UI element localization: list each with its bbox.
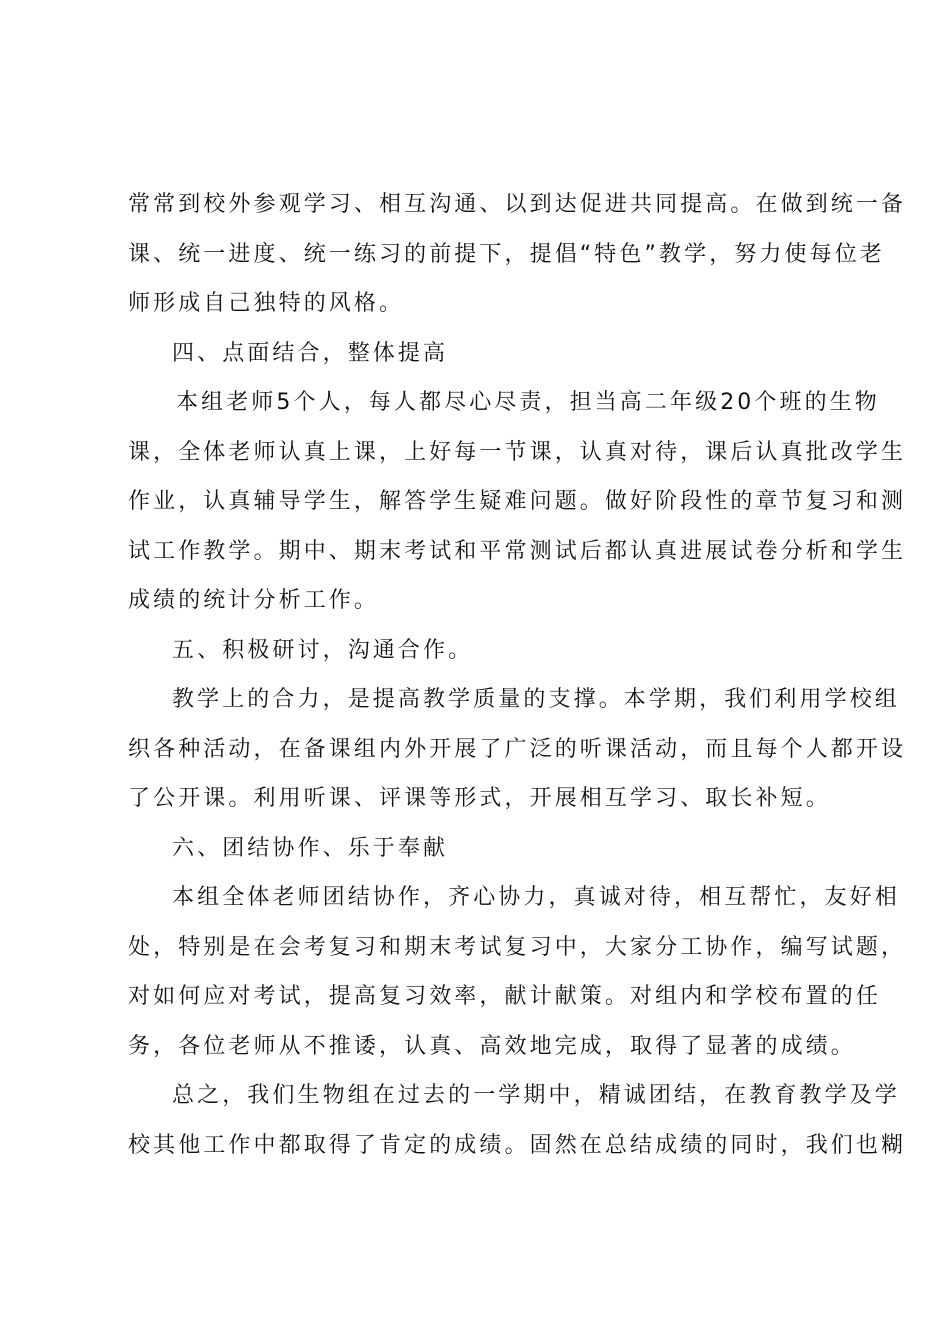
paragraph-line: 本组老师5个人，每人都尽心尽责，担当高二年级20个班的生物: [176, 390, 880, 415]
paragraph-line: 课，全体老师认真上课，上好每一节课，认真对待，课后认真批改学生: [128, 439, 907, 465]
paragraph-line: 了公开课。利用听课、评课等形式，开展相互学习、取长补短。: [128, 786, 831, 811]
paragraph-line: 作业，认真辅导学生，解答学生疑难问题。做好阶段性的章节复习和测: [128, 489, 907, 514]
paragraph-line: 校其他工作中都取得了肯定的成绩。固然在总结成绩的同时，我们也糊: [128, 1132, 907, 1158]
paragraph-line: 常常到校外参观学习、相互沟通、以到达促进共同提高。在做到统一备: [128, 192, 907, 217]
paragraph-line: 处，特别是在会考复习和期末考试复习中，大家分工协作，编写试题，: [128, 934, 907, 960]
paragraph-line: 对如何应对考试，提高复习效率，献计献策。对组内和学校布置的任: [128, 984, 882, 1009]
paragraph-line: 课、统一进度、统一练习的前提下，提倡“特色”教学，努力使每位老: [128, 241, 885, 267]
section-heading-5: 五、积极研讨，沟通合作。: [172, 637, 474, 663]
paragraph-line: 织各种活动，在备课组内外开展了广泛的听课活动，而且每个人都开设: [128, 736, 907, 762]
paragraph-line: 本组全体老师团结协作，齐心协力，真诚对待，相互帮忙，友好相: [172, 885, 900, 910]
section-heading-4: 四、点面结合，整体提高: [172, 340, 449, 366]
paragraph-line: 试工作教学。期中、期末考试和平常测试后都认真进展试卷分析和学生: [128, 538, 907, 564]
document-body: [128, 180, 907, 1170]
section-heading-6: 六、团结协作、乐于奉献: [172, 835, 449, 861]
paragraph-line: 教学上的合力，是提高教学质量的支撑。本学期，我们利用学校组: [172, 687, 900, 712]
paragraph-line: 总之，我们生物组在过去的一学期中，精诚团结，在教育教学及学: [172, 1083, 900, 1108]
paragraph-line: 师形成自己独特的风格。: [128, 291, 405, 316]
paragraph-line: 务，各位老师从不推诿，认真、高效地完成，取得了显著的成绩。: [128, 1033, 856, 1059]
paragraph-line: 成绩的统计分析工作。: [128, 588, 380, 613]
